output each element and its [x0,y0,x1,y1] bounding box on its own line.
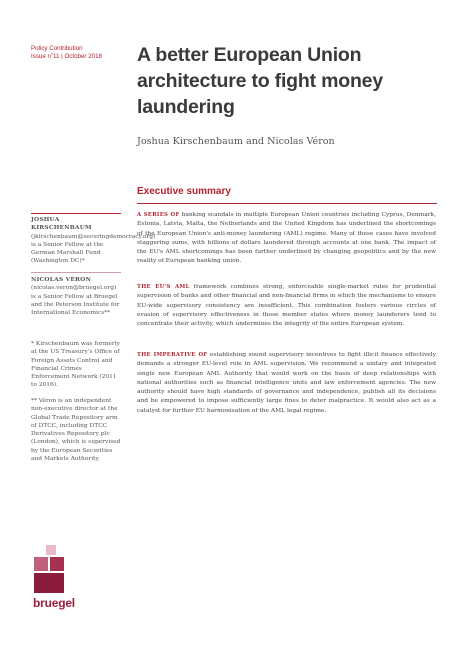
logo-squares-icon [34,545,86,595]
paragraph-1-text: banking scandals in multiple European Union countries including Cyprus, Denmark, Estonia, Latvia, Malta, the Netherlands and the United Kingdom has underlined the shortcomings of the European Union's anti-money laundering (AML) regime. Many of these cases have involved staggering sums, with billions of dollars laundered through accounts at one bank. The impact of the EU's AML shortcomings has been further underlined by changing geopolitics and by the new reality of European banking union. [137,212,437,265]
executive-summary-heading: Executive summary [137,186,231,197]
author1-bio: (jkirschenbaum@securingdemocracy.org) is a Senior Fellow at the German Marshall Fund (Washington DC)* [31,233,156,265]
paragraph-3-text: establishing sound supervisory incentives to fight illicit finance effectively demands a stronger EU-level role in AML supervision. We recommend a unitary and integrated single new European AML Authority that would work on the basis of deep relationships with national authorities such as financial intelligence units and law enforcement agencies. The new authority should have high standards of governance and independence, publish all its decisions and be empowered to impose sufficiently large fines to deter malpractice. It would also act as a catalyst for further EU harmonisation of the AML legal regime. [137,352,436,414]
author2-name: NICOLAS VÉRON [31,276,92,283]
author1-bio-block [31,216,156,266]
author2-bio-block [31,276,121,317]
series-label: Policy Contribution [31,45,83,52]
author-line: Joshua Kirschenbaum and Nicolas Véron [137,136,335,147]
paragraph-2-text: framework combines strong, enforceable single-market rules for prudential supervision of banks and other financial and non-financial firms in which the mechanisms to ensure EU-wide supervisory consistency are insufficient. This combination fosters various circles of evasion of supervisory effectiveness in those member states where money launderers tend to concentrate their activity, which undermines the integrity of the entire European system. [137,284,436,328]
author2-bio: (nicolas.veron@bruegel.org) is a Senior Fellow at Bruegel and the Peterson Institute for International Economics** [31,285,120,317]
footnote-2: ** Véron is an independent non-executive director at the Global Trade Repository arm of DTCC, including DTCC Derivatives Repository plc (London), which is supervised by the European Securities and Markets Authority. [31,398,121,463]
sidebar-divider [31,272,121,273]
author1-name: JOSHUA KIRSCHENBAUM [31,216,92,232]
summary-paragraph-2 [137,283,436,329]
summary-paragraph-3 [137,351,436,416]
summary-paragraph-1 [137,211,436,267]
bruegel-logo-text: bruegel [33,596,75,610]
heading-rule [137,203,437,204]
publication-info [31,45,121,61]
sidebar-rule [31,213,121,214]
paragraph-2-lead: THE EU'S AML [137,284,190,290]
paragraph-3-lead: THE IMPERATIVE OF [137,352,208,358]
issue-label: Issue n˚11 | October 2018 [31,53,102,60]
document-title: A better European Union architecture to fight money laundering [137,44,383,118]
footnote-1: * Kirschenbaum was formerly at the US Treasury's Office of Foreign Assets Control and Financial Crimes Enforcement Network (2011 to 2016). [31,341,120,389]
paragraph-1-lead: A SERIES OF [137,212,180,218]
